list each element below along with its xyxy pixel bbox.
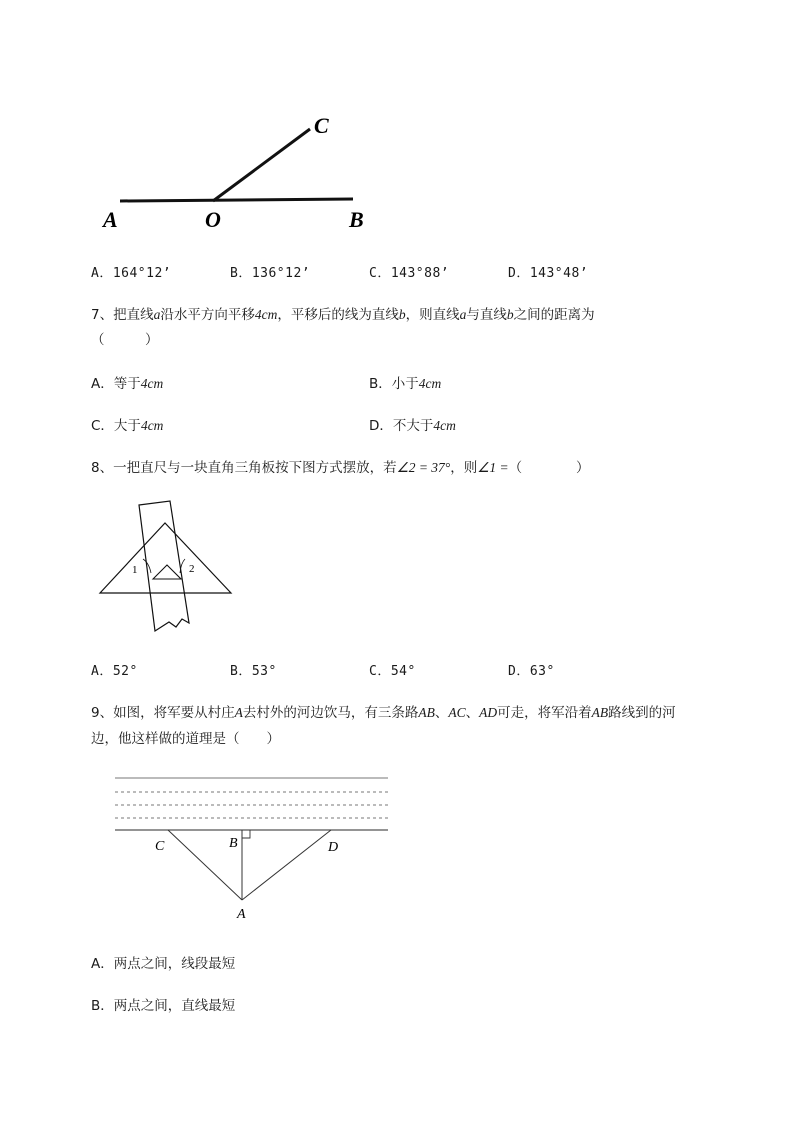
q9-option-a: A．两点之间，线段最短	[91, 956, 236, 972]
label-c: C	[314, 113, 329, 138]
line-ab	[120, 199, 353, 201]
q6-choice-a: A．164°12’	[91, 266, 172, 281]
q8-question: 8、一把直尺与一块直角三角板按下图方式摆放，若∠2 = 37°，则∠1 =（ ）	[91, 460, 590, 476]
label-b: B	[229, 836, 238, 851]
ruler-triangle-figure	[95, 495, 240, 640]
label-a: A	[103, 207, 118, 232]
q8-choice-a: A．52°	[91, 664, 138, 679]
label-b: B	[349, 207, 364, 232]
set-square	[100, 523, 231, 593]
angle-figure	[95, 105, 375, 240]
ray-oc	[213, 129, 310, 201]
q8-choice-b: B．53°	[230, 664, 277, 679]
label-a: A	[237, 907, 246, 922]
q9-option-b: B．两点之间，直线最短	[91, 998, 236, 1014]
angle-label-1: 1	[132, 564, 138, 576]
q8-choice-c: C．54°	[369, 664, 416, 679]
q7-option-d: D．不大于4cm	[369, 418, 456, 434]
q6-choice-d: D．143°48’	[508, 266, 589, 281]
q6-choice-c: C．143°88’	[369, 266, 450, 281]
q9-question-line1: 9、如图，将军要从村庄A去村外的河边饮马，有三条路AB、AC、AD可走，将军沿着AB路线到的河	[91, 705, 676, 721]
road-ad	[242, 830, 331, 900]
q9-question-line2: 边，他这样做的道理是（ ）	[91, 731, 280, 747]
label-o: O	[205, 207, 221, 232]
q8-choice-d: D．63°	[508, 664, 555, 679]
river-figure	[112, 772, 392, 922]
right-angle-mark	[242, 830, 250, 838]
label-d: D	[328, 840, 339, 855]
angle-label-2: 2	[189, 563, 195, 575]
label-c: C	[155, 839, 165, 854]
q7-option-b: B．小于4cm	[369, 376, 442, 392]
q7-option-c: C．大于4cm	[91, 418, 164, 434]
q7-question: 7、把直线a沿水平方向平移4cm，平移后的线为直线b，则直线a与直线b之间的距离为	[91, 307, 595, 323]
q7-answer-paren: （ ）	[91, 332, 159, 348]
q7-option-a: A．等于4cm	[91, 376, 164, 392]
q6-choice-b: B．136°12’	[230, 266, 311, 281]
